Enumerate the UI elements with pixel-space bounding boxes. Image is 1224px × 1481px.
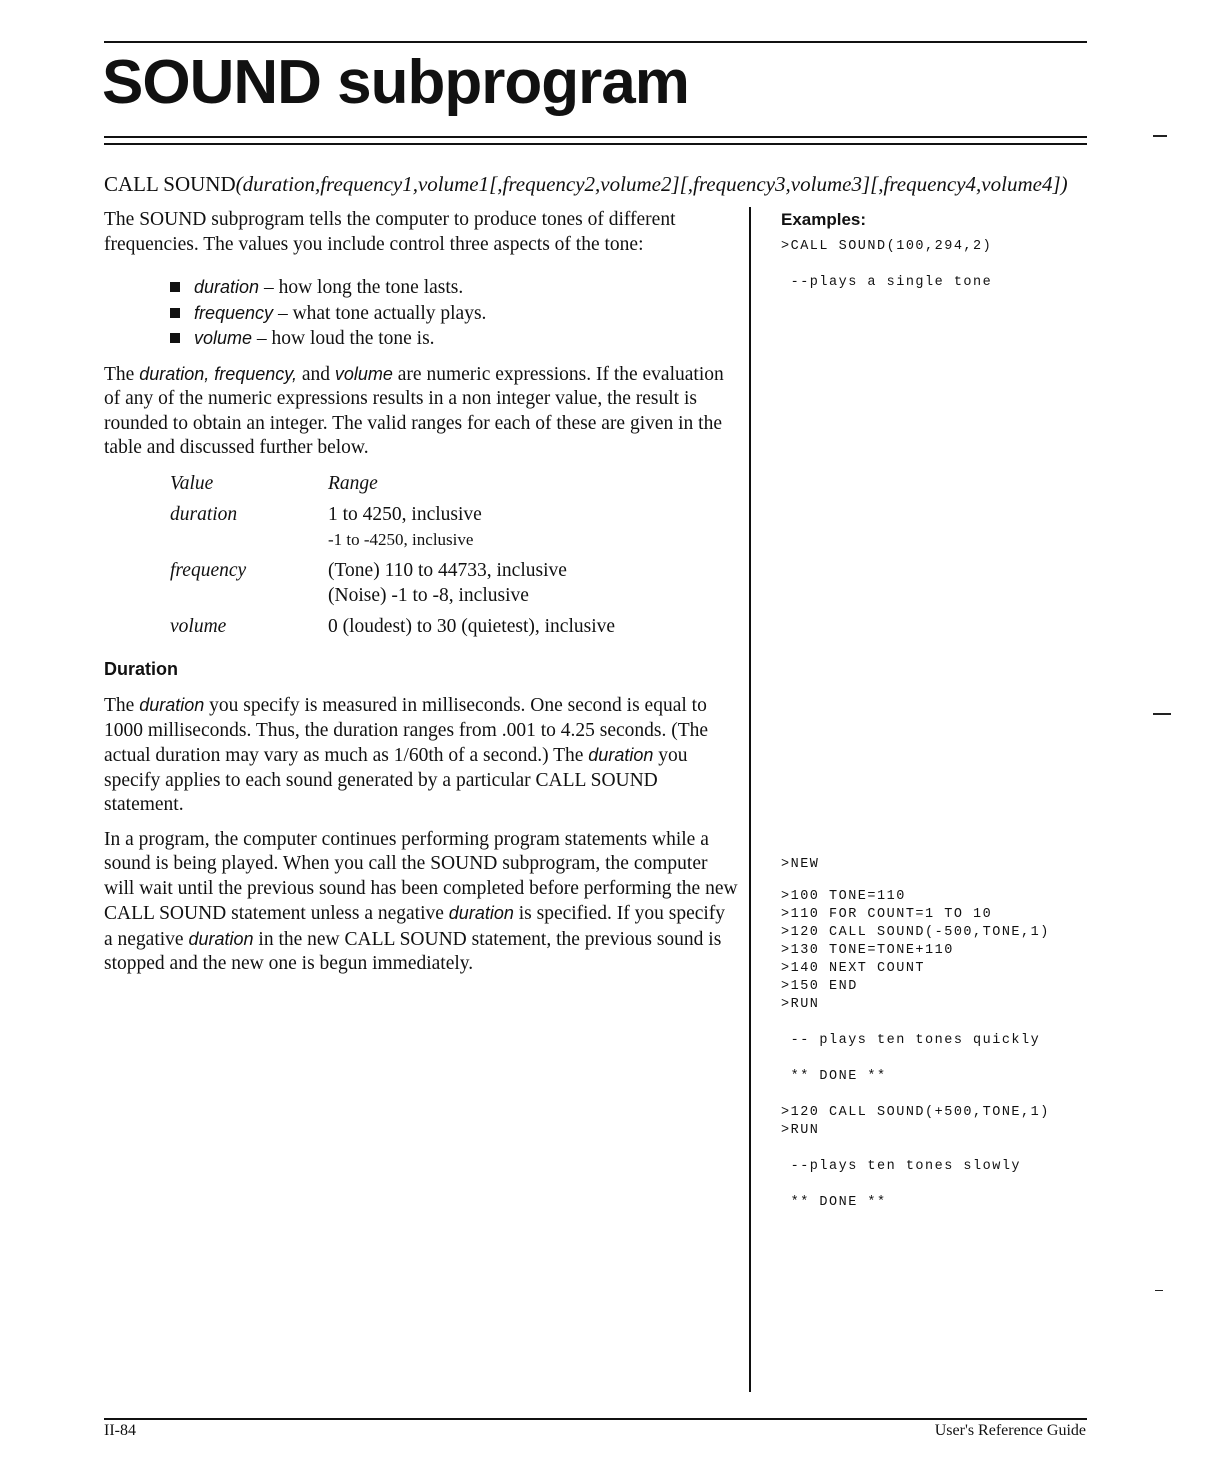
footer-rule — [104, 1418, 1087, 1420]
duration-paragraph-1: The duration you specify is measured in milliseconds. One second is equal to 1000 milliseconds. Thus, the duration ranges from .001 to 4.25 seconds. (The actual duration may vary as much as 1/60th of a second.) The duration you specify applies to each sound generated by a particular CALL SOUND statement. — [104, 695, 709, 815]
title-rule-lower — [104, 143, 1087, 145]
code-line: >110 FOR COUNT=1 TO 10 — [781, 907, 993, 922]
margin-mark — [1155, 1290, 1163, 1291]
table-row: volume 0 (loudest) to 30 (quietest), inclusive — [170, 615, 616, 637]
syntax-line — [104, 172, 1068, 197]
guide-title: User's Reference Guide — [934, 1422, 1086, 1439]
intro-paragraph: The SOUND subprogram tells the computer to produce tones of different frequencies. The values you include control three aspects of the tone: — [104, 209, 676, 255]
page-number: II-84 — [104, 1422, 136, 1439]
list-item: volume – how loud the tone is. — [170, 326, 738, 352]
title-rule-upper — [104, 136, 1087, 138]
page-title: SOUND subprogram — [102, 48, 689, 117]
code-line: >RUN — [781, 1123, 820, 1138]
bullet-square-icon — [170, 308, 180, 318]
range-table — [170, 471, 615, 639]
code-line: >RUN — [781, 997, 820, 1012]
top-rule — [104, 41, 1087, 43]
example-1-code: >CALL SOUND(100,294,2) — [781, 239, 993, 254]
code-line: >100 TONE=110 — [781, 889, 906, 904]
bullet-square-icon — [170, 333, 180, 343]
column-divider — [749, 207, 751, 1392]
code-line: >140 NEXT COUNT — [781, 961, 926, 976]
table-row: duration 1 to 4250, inclusive -1 to -4250, inclusive — [170, 503, 482, 549]
example-program-listing — [781, 888, 1101, 1014]
code-line: >120 CALL SOUND(+500,TONE,1) — [781, 1105, 1050, 1120]
syntax-args: (duration,frequency1,volume1[,frequency2,volume2][,frequency3,volume3][,frequency4,volume4]) — [235, 172, 1068, 196]
margin-mark — [1153, 135, 1167, 137]
code-line: >150 END — [781, 979, 858, 994]
margin-mark — [1153, 713, 1171, 715]
example-modification — [781, 1104, 1101, 1140]
code-line: >120 CALL SOUND(-500,TONE,1) — [781, 925, 1050, 940]
table-row: frequency (Tone) 110 to 44733, inclusive (Noise) -1 to -8, inclusive — [170, 559, 567, 606]
comment-plays-quickly: -- plays ten tones quickly — [781, 1033, 1041, 1048]
examples-column — [781, 208, 1101, 1212]
bullet-square-icon — [170, 282, 180, 292]
example-new-command: >NEW — [781, 857, 820, 872]
duration-paragraph-2: In a program, the computer continues performing program statements while a sound is being played. When you call the SOUND subprogram, the computer will wait until the previous sound has been completed before performing the new CALL SOUND statement unless a negative duration is specified. If you specify a negative duration in the new CALL SOUND statement, the previous sound is stopped and the new one is begun immediately. — [104, 828, 738, 974]
comment-plays-slowly: --plays ten tones slowly — [781, 1159, 1022, 1174]
examples-heading: Examples: — [781, 210, 867, 229]
list-item: frequency – what tone actually plays. — [170, 301, 738, 327]
done-message-2: ** DONE ** — [781, 1195, 887, 1210]
header-value: Value — [170, 472, 214, 494]
table-header-row — [170, 471, 615, 496]
syntax-call: CALL SOUND — [104, 172, 236, 196]
code-line: >130 TONE=TONE+110 — [781, 943, 954, 958]
list-item: duration – how long the tone lasts. — [170, 275, 738, 301]
header-range: Range — [328, 472, 378, 494]
done-message-1: ** DONE ** — [781, 1069, 887, 1084]
numeric-paragraph: The duration, frequency, and volume are numeric expressions. If the evaluation of any of the numeric expressions results in a non integer value, the result is rounded to obtain an integer. The valid ranges for each of these are given in the table and discussed further below. — [104, 363, 724, 458]
aspect-list — [170, 275, 738, 352]
example-1-comment: --plays a single tone — [781, 275, 993, 290]
duration-heading: Duration — [104, 658, 178, 679]
left-column — [104, 208, 738, 987]
